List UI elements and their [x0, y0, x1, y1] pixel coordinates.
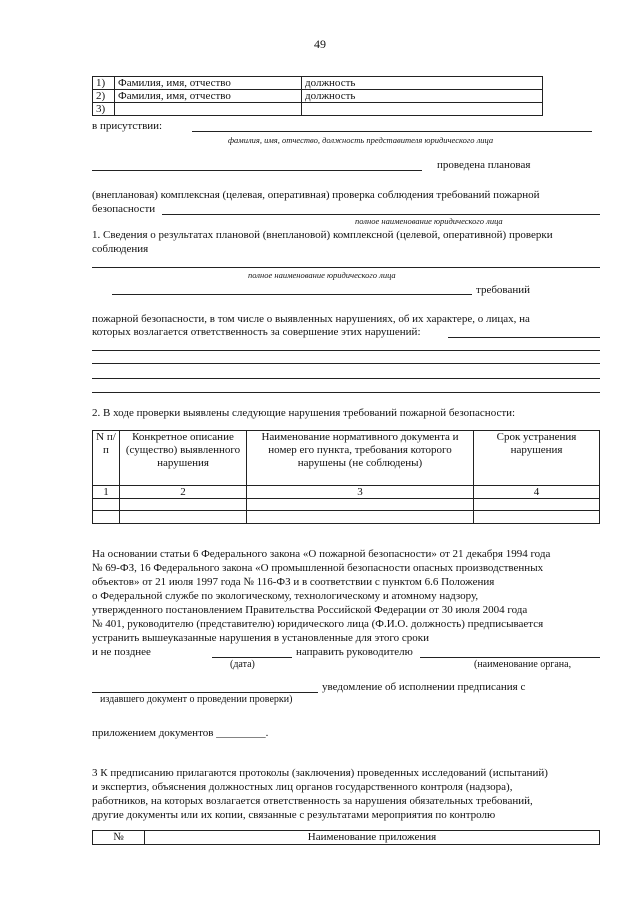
table-row [93, 90, 543, 103]
basis-line-7: устранить вышеуказанные нарушения в установленные для этого сроки [92, 632, 429, 644]
legal-entity-caption: полное наименование юридического лица [355, 216, 503, 226]
empty-cell [247, 511, 474, 524]
empty-cell [474, 511, 600, 524]
position-cell [302, 103, 543, 116]
attachment-text: приложением документов _________. [92, 727, 269, 739]
section1-fill-line [92, 267, 600, 268]
row-number: 1) [93, 77, 115, 90]
section2-title: 2. В ходе проверки выявлены следующие нарушения требований пожарной безопасности: [92, 407, 516, 419]
table-header-row [93, 431, 600, 486]
section1-fill-line-2 [112, 294, 472, 295]
issuer-caption: издавшего документ о проведении проверки) [100, 694, 293, 705]
attachments-table [92, 830, 600, 845]
presence-caption: фамилия, имя, отчество, должность представителя юридического лица [228, 135, 494, 145]
full-name-cell: Фамилия, имя, отчество [115, 90, 302, 103]
section1-line-1: 1. Сведения о результатах плановой (внеплановой) комплексной (целевой, оперативной) проверки [92, 229, 553, 241]
position-cell: должность [302, 77, 543, 90]
empty-cell [120, 511, 247, 524]
empty-cell [93, 499, 120, 511]
date-caption: (дата) [230, 659, 255, 670]
notice-text: уведомление об исполнении предписания с [322, 681, 526, 693]
basis-line-5: утвержденного постановлением Правительства Российской Федерации от 30 июля 2004 года [92, 604, 528, 616]
column-number-cell: 3 [247, 486, 474, 499]
empty-cell [247, 499, 474, 511]
table-row [93, 103, 543, 116]
basis-line-2: № 69-ФЗ, 16 Федерального закона «О промышленной безопасности опасных производственных [92, 562, 544, 574]
basis-line-3: объектов» от 21 июля 1997 года № 116-ФЗ и в соответствии с пунктом 6.6 Положения [92, 576, 495, 588]
section1-paragraph-line-2: которых возлагается ответственность за совершение этих нарушений: [92, 326, 421, 338]
table-row [93, 511, 600, 524]
violations-table [92, 430, 600, 524]
send-to-text: направить руководителю [296, 646, 413, 658]
presence-fill-line [192, 131, 592, 132]
section1-caption: полное наименование юридического лица [248, 270, 396, 280]
header-description: Конкретное описание (существо) выявленного нарушения [120, 431, 247, 486]
table-row [93, 77, 543, 90]
table-header-row [93, 831, 600, 845]
section3-line-3: работников, на которых возлагается ответственность за нарушения обязательных требований, [92, 795, 533, 807]
presence-label: в присутствии: [92, 120, 163, 132]
header-normative-doc: Наименование нормативного документа и номер его пункта, требования которого нарушены (не соблюдены) [247, 431, 474, 486]
fill-line [448, 337, 600, 338]
empty-cell [120, 499, 247, 511]
page-number: 49 [314, 37, 326, 51]
requirements-text: требований [476, 284, 531, 296]
header-deadline: Срок устранения нарушения [474, 431, 600, 486]
basis-line-4: о Федеральной службе по экологическому, технологическому и атомному надзору, [92, 590, 479, 602]
column-number-cell: 1 [93, 486, 120, 499]
table-row [93, 486, 600, 499]
position-cell: должность [302, 90, 543, 103]
header-number: N п/п [93, 431, 120, 486]
presence-fill-line-2 [92, 170, 422, 171]
fill-line [92, 363, 600, 364]
header-number: № [93, 831, 145, 845]
row-number: 3) [93, 103, 115, 116]
column-number-cell: 2 [120, 486, 247, 499]
conducted-text: проведена плановая [437, 159, 531, 171]
row-number: 2) [93, 90, 115, 103]
section3-line-4: другие документы или их копии, связанные с результатами мероприятия по контролю [92, 809, 496, 821]
fill-line [92, 378, 600, 379]
unplanned-line-2: безопасности [92, 203, 156, 215]
legal-entity-fill-line [162, 214, 600, 215]
section1-line-2: соблюдения [92, 243, 149, 255]
basis-line-6: № 401, руководителю (представителю) юридического лица (Ф.И.О. должность) предписывается [92, 618, 544, 630]
section3-line-2: и экспертиз, объяснения должностных лиц органов государственного контроля (надзора), [92, 781, 513, 793]
unplanned-line-1: (внеплановая) комплексная (целевая, оперативная) проверка соблюдения требований пожарной [92, 189, 540, 201]
empty-cell [474, 499, 600, 511]
section3-line-1: 3 К предписанию прилагаются протоколы (заключения) проведенных исследований (испытаний) [92, 767, 548, 779]
fill-line [92, 350, 600, 351]
section1-paragraph-line-1: пожарной безопасности, в том числе о выявленных нарушениях, об их характере, о лицах, на [92, 313, 530, 325]
participants-table [92, 76, 543, 116]
fill-line [92, 392, 600, 393]
empty-cell [93, 511, 120, 524]
column-number-cell: 4 [474, 486, 600, 499]
basis-line-1: На основании статьи 6 Федерального закона «О пожарной безопасности» от 21 декабря 1994 года [92, 548, 551, 560]
org-caption: (наименование органа, [474, 659, 572, 670]
table-row [93, 499, 600, 511]
full-name-cell: Фамилия, имя, отчество [115, 77, 302, 90]
full-name-cell [115, 103, 302, 116]
not-later-text: и не позднее [92, 646, 151, 658]
header-attachment-name: Наименование приложения [145, 831, 600, 845]
